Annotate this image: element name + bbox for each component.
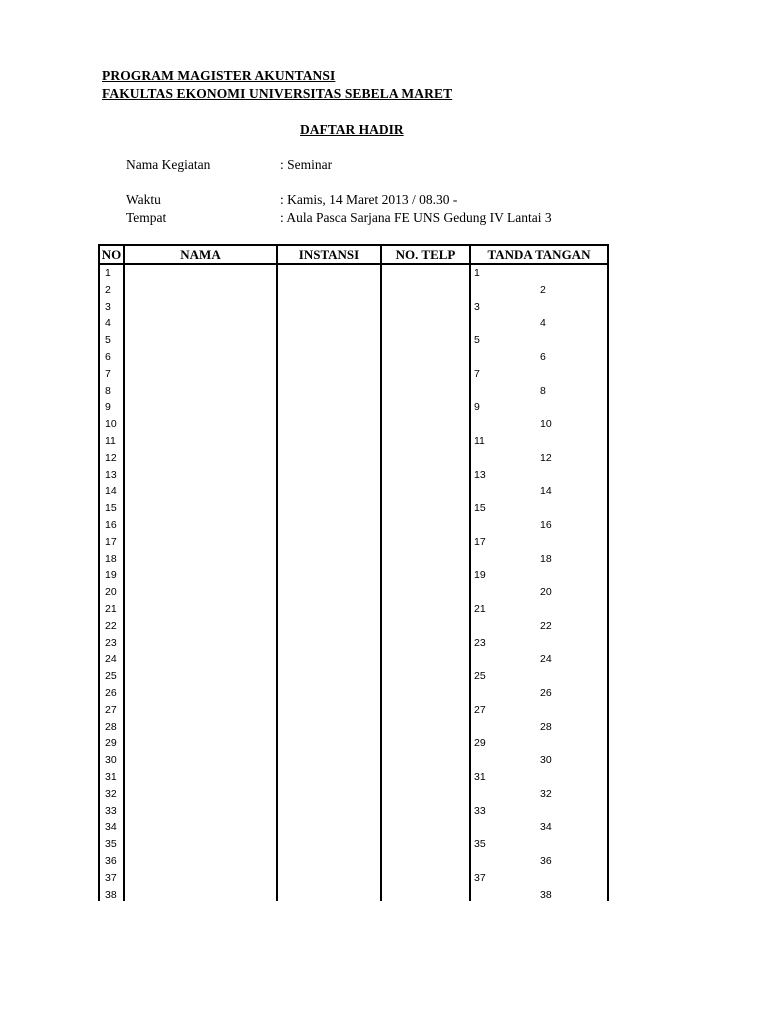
signature-slot-number: 38: [540, 888, 552, 901]
table-row: [98, 383, 609, 400]
signature-slot-number: 17: [474, 535, 486, 548]
column-header-nama: NAMA: [180, 247, 221, 262]
table-row: [98, 668, 609, 685]
table-row: [98, 265, 609, 282]
row-number: 16: [105, 519, 117, 531]
row-number: 22: [105, 619, 117, 632]
signature-slot-number: 18: [540, 552, 552, 565]
column-header-no: NO: [101, 247, 122, 262]
row-number: 5: [105, 334, 111, 347]
table-row: [98, 702, 609, 719]
row-number: 23: [105, 636, 117, 649]
signature-slot-number: 20: [540, 586, 552, 599]
table-row: [98, 416, 609, 433]
signature-slot-number: 28: [540, 720, 552, 733]
table-row: [98, 870, 609, 887]
signature-slot-number: 2: [540, 283, 546, 296]
document-title: DAFTAR HADIR: [300, 122, 404, 137]
row-number: 37: [105, 871, 117, 884]
signature-slot-number: 30: [540, 754, 552, 767]
table-row: [98, 685, 609, 702]
table-row: [98, 483, 609, 500]
signature-slot-number: 9: [474, 401, 480, 414]
table-row: [98, 534, 609, 551]
table-row: [98, 735, 609, 752]
row-number: 31: [105, 771, 117, 783]
table-row: [98, 399, 609, 416]
signature-slot-number: 26: [540, 687, 552, 699]
institution-program: PROGRAM MAGISTER AKUNTANSI: [102, 68, 336, 83]
row-number: 36: [105, 855, 117, 867]
table-row: [98, 618, 609, 635]
signature-slot-number: 11: [474, 435, 485, 447]
signature-slot-number: 32: [540, 787, 552, 800]
signature-slot-number: 37: [474, 871, 486, 884]
row-number: 14: [105, 485, 117, 498]
row-number: 38: [105, 888, 117, 901]
row-number: 29: [105, 737, 117, 750]
table-row: [98, 567, 609, 584]
row-number: 21: [105, 603, 117, 615]
nama-kegiatan-label: Nama Kegiatan: [126, 157, 211, 172]
table-row: [98, 887, 609, 904]
table-row: [98, 853, 609, 870]
table-row: [98, 719, 609, 736]
row-number: 18: [105, 552, 117, 565]
row-number: 11: [105, 435, 116, 447]
table-row: [98, 836, 609, 853]
row-number: 15: [105, 502, 117, 515]
institution-faculty: FAKULTAS EKONOMI UNIVERSITAS SEBELA MARET: [102, 86, 453, 101]
column-header-tanda-tangan: TANDA TANGAN: [487, 247, 591, 262]
row-number: 20: [105, 586, 117, 599]
signature-slot-number: 14: [540, 485, 552, 498]
table-row: [98, 601, 609, 618]
signature-slot-number: 8: [540, 384, 546, 397]
signature-slot-number: 10: [540, 418, 552, 431]
row-number: 13: [105, 468, 117, 481]
table-row: [98, 635, 609, 652]
table-row: [98, 467, 609, 484]
row-number: 26: [105, 687, 117, 699]
row-number: 17: [105, 535, 117, 548]
row-number: 2: [105, 283, 111, 296]
table-row: [98, 651, 609, 668]
row-number: 34: [105, 821, 117, 834]
signature-slot-number: 34: [540, 821, 552, 834]
attendance-table: [98, 244, 609, 901]
signature-slot-number: 25: [474, 670, 486, 683]
signature-slot-number: 19: [474, 569, 486, 582]
table-row: [98, 769, 609, 786]
signature-slot-number: 35: [474, 838, 486, 851]
row-number: 19: [105, 569, 117, 582]
signature-slot-number: 31: [474, 771, 486, 783]
signature-slot-number: 4: [540, 317, 546, 330]
signature-slot-number: 29: [474, 737, 486, 750]
table-row: [98, 517, 609, 534]
table-row: [98, 584, 609, 601]
table-row: [98, 349, 609, 366]
signature-slot-number: 22: [540, 619, 552, 632]
table-row: [98, 803, 609, 820]
signature-slot-number: 33: [474, 804, 486, 817]
table-row: [98, 819, 609, 836]
signature-slot-number: 13: [474, 468, 486, 481]
column-header-telp: NO. TELP: [395, 247, 456, 262]
tempat-label: Tempat: [126, 210, 167, 225]
row-number: 12: [105, 451, 117, 464]
signature-slot-number: 7: [474, 367, 480, 380]
row-number: 32: [105, 787, 117, 800]
table-row: [98, 551, 609, 568]
signature-slot-number: 36: [540, 855, 552, 867]
table-row: [98, 450, 609, 467]
row-number: 1: [105, 267, 111, 279]
row-number: 7: [105, 367, 111, 380]
table-row: [98, 332, 609, 349]
waktu-value: : Kamis, 14 Maret 2013 / 08.30 -: [280, 192, 458, 207]
waktu-label: Waktu: [126, 192, 161, 207]
row-number: 6: [105, 351, 111, 363]
signature-slot-number: 1: [474, 267, 480, 279]
row-number: 33: [105, 804, 117, 817]
table-row: [98, 299, 609, 316]
row-number: 10: [105, 418, 117, 431]
signature-slot-number: 21: [474, 603, 486, 615]
row-number: 27: [105, 703, 117, 716]
table-row: [98, 366, 609, 383]
signature-slot-number: 27: [474, 703, 486, 716]
nama-kegiatan-value: : Seminar: [280, 157, 333, 172]
row-number: 25: [105, 670, 117, 683]
row-number: 8: [105, 384, 111, 397]
row-number: 4: [105, 317, 111, 330]
table-row: [98, 752, 609, 769]
signature-slot-number: 6: [540, 351, 546, 363]
row-number: 35: [105, 838, 117, 851]
table-row: [98, 500, 609, 517]
row-number: 28: [105, 720, 117, 733]
table-row: [98, 315, 609, 332]
signature-slot-number: 3: [474, 300, 480, 313]
row-number: 9: [105, 401, 111, 414]
table-row: [98, 786, 609, 803]
signature-slot-number: 15: [474, 502, 486, 515]
signature-slot-number: 12: [540, 451, 552, 464]
row-number: 24: [105, 653, 117, 666]
tempat-value: : Aula Pasca Sarjana FE UNS Gedung IV Lantai 3: [280, 210, 552, 225]
signature-slot-number: 24: [540, 653, 552, 666]
signature-slot-number: 5: [474, 334, 480, 347]
signature-slot-number: 23: [474, 636, 486, 649]
column-header-instansi: INSTANSI: [298, 247, 360, 262]
row-number: 30: [105, 754, 117, 767]
row-number: 3: [105, 300, 111, 313]
table-row: [98, 282, 609, 299]
table-row: [98, 433, 609, 450]
signature-slot-number: 16: [540, 519, 552, 531]
